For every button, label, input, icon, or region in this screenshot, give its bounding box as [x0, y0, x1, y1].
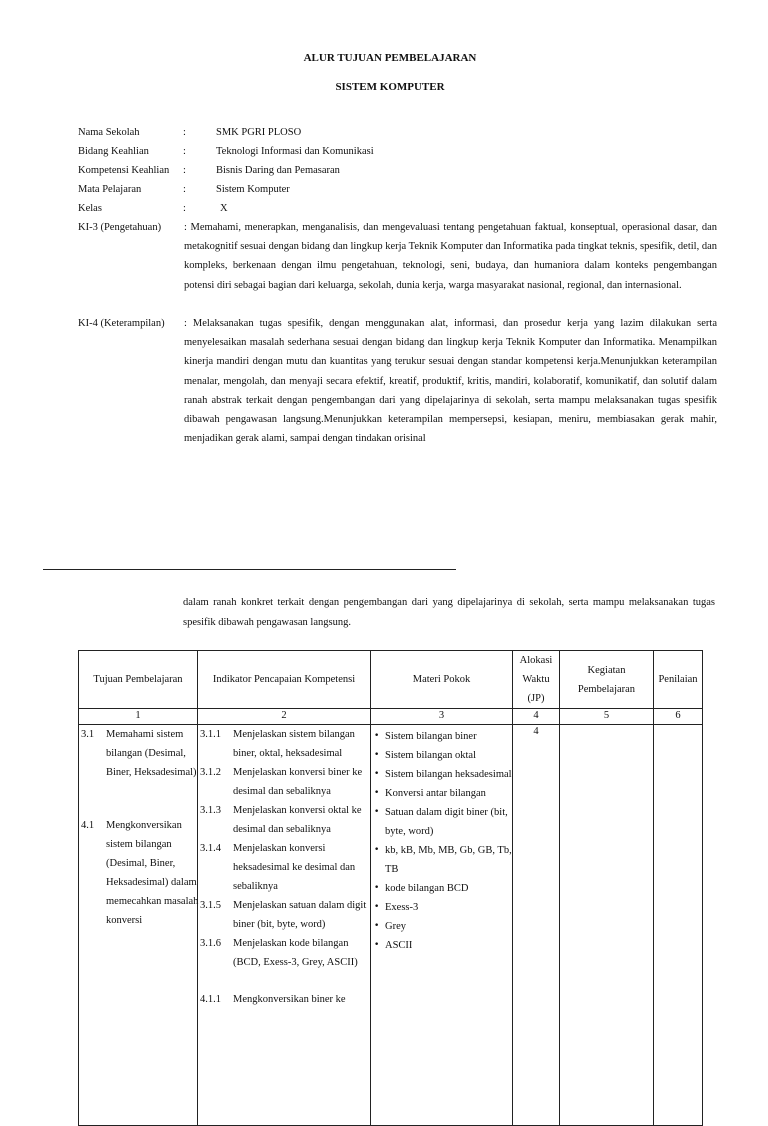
- column-number: 5: [560, 709, 654, 725]
- column-number: 3: [371, 709, 513, 725]
- column-number: 6: [654, 709, 703, 725]
- info-value: Bisnis Daring dan Pemasaran: [216, 165, 340, 176]
- tujuan-text: Memahami sistem bilangan (Desimal, Biner, Heksadesimal): [106, 729, 197, 778]
- info-label: Kompetensi Keahlian: [78, 165, 170, 176]
- alokasi-cell: 4: [513, 725, 560, 1126]
- column-number: 4: [513, 709, 560, 725]
- header-penilaian: Penilaian: [654, 651, 703, 709]
- indikator-text: Menjelaskan konversi oktal ke desimal dan sebaliknya: [233, 805, 362, 835]
- indikator-text: Menjelaskan kode bilangan (BCD, Exess-3, Grey, ASCII): [233, 938, 358, 968]
- indikator-text: Menjelaskan konversi biner ke desimal dan sebaliknya: [233, 767, 363, 797]
- tujuan-number: 3.1: [81, 729, 95, 740]
- info-label: Kelas: [78, 203, 102, 214]
- header-kegiatan: Kegiatan Pembelajaran: [560, 651, 654, 709]
- indikator-text: Menjelaskan sistem bilangan biner, oktal, heksadesimal: [233, 729, 355, 759]
- info-colon: :: [183, 203, 186, 214]
- info-value: X: [220, 203, 228, 214]
- list-item: • Satuan dalam digit biner (bit, byte, word): [371, 803, 513, 841]
- header-tujuan: Tujuan Pembelajaran: [79, 651, 198, 709]
- list-item: • Exess-3: [371, 898, 513, 917]
- info-label: Mata Pelajaran: [78, 184, 142, 195]
- tujuan-cell: [79, 725, 198, 1126]
- ki4-continuation: dalam ranah konkret terkait dengan pengembangan dari yang dipelajarinya di sekolah, serta mampu melaksanakan tugas spesifik dibawah pengawasan langsung.: [183, 597, 715, 628]
- document-subtitle: SISTEM KOMPUTER: [335, 81, 445, 93]
- info-colon: :: [183, 146, 186, 157]
- indikator-number: 4.1.1: [200, 994, 221, 1005]
- indikator-number: 3.1.6: [200, 938, 221, 949]
- list-item: • Grey: [371, 917, 513, 936]
- document-title: ALUR TUJUAN PEMBELAJARAN: [303, 52, 477, 64]
- ki4-text: : Melaksanakan tugas spesifik, dengan menggunakan alat, informasi, dan prosedur kerja yang lazim dilakukan serta menyelesaikan masalah sederhana sesuai dengan bidang dan lingkup kerja Teknik Komputer dan Informatika. Menampilkan kinerja mandiri dengan mutu dan kuantitas yang terukur sesuai dengan standar kompetensi kerja.Menunjukkan keterampilan menalar, mengolah, dan menyaji secara efektif, kreatif, produktif, kritis, mandiri, kolaboratif, komunikatif, dan solutif dalam ranah abstrak terkait dengan pengembangan dari yang dipelajarinya di sekolah, serta mampu melaksanakan tugas spesifik dibawah pengawasan langsung.Menunjukkan keterampilan mempersepsi, kesiapan, meniru, membiasakan gerak mahir, menjadikan gerak alami, sampai dengan tindakan orisinal: [184, 318, 717, 445]
- header-indikator: Indikator Pencapaian Kompetensi: [198, 651, 371, 709]
- indikator-text: Mengkonversikan biner ke: [233, 994, 346, 1005]
- info-label: Bidang Keahlian: [78, 146, 149, 157]
- indikator-number: 3.1.1: [200, 729, 221, 740]
- column-number: 2: [198, 709, 371, 725]
- info-colon: :: [183, 165, 186, 176]
- indikator-number: 3.1.2: [200, 767, 221, 778]
- indikator-number: 3.1.3: [200, 805, 221, 816]
- list-item: • ASCII: [371, 936, 513, 955]
- list-item: • Sistem bilangan heksadesimal: [371, 765, 513, 784]
- indikator-cell: [198, 725, 371, 1126]
- info-label: Nama Sekolah: [78, 127, 140, 138]
- info-value: Sistem Komputer: [216, 184, 290, 195]
- table-header-row: [79, 651, 703, 709]
- table-row: [79, 725, 703, 1126]
- indikator-text: Menjelaskan konversi heksadesimal ke desimal dan sebaliknya: [233, 843, 356, 892]
- info-value: SMK PGRI PLOSO: [216, 127, 302, 138]
- materi-cell: [371, 725, 513, 1126]
- ki3-label: KI-3 (Pengetahuan): [78, 222, 162, 233]
- list-item: • Sistem bilangan biner: [371, 727, 513, 746]
- header-materi: Materi Pokok: [371, 651, 513, 709]
- list-item: • kb, kB, Mb, MB, Gb, GB, Tb, TB: [371, 841, 513, 879]
- tujuan-text: Mengkonversikan sistem bilangan (Desimal, Biner, Heksadesimal) dalam memecahkan masalah konversi: [106, 820, 199, 926]
- info-colon: :: [183, 127, 186, 138]
- kegiatan-cell: [560, 725, 654, 1126]
- materi-list: [371, 727, 513, 955]
- page-divider: [43, 569, 456, 570]
- column-number: 1: [79, 709, 198, 725]
- indikator-number: 3.1.5: [200, 900, 221, 911]
- ki3-text: : Memahami, menerapkan, menganalisis, dan mengevaluasi tentang pengetahuan faktual, konseptual, operasional dasar, dan metakognitif sesuai dengan bidang dan lingkup kerja Teknik Komputer dan Informatika pada tingkat teknis, spesifik, detil, dan kompleks, berkenaan dengan ilmu pengetahuan, teknologi, seni, budaya, dan humaniora dalam konteks pengembangan potensi diri sebagai bagian dari keluarga, sekolah, dunia kerja, warga masyarakat nasional, regional, dan internasional.: [184, 222, 717, 291]
- info-value: Teknologi Informasi dan Komunikasi: [216, 146, 374, 157]
- list-item: • kode bilangan BCD: [371, 879, 513, 898]
- list-item: • Sistem bilangan oktal: [371, 746, 513, 765]
- ki4-label: KI-4 (Keterampilan): [78, 318, 165, 329]
- atp-table: [78, 650, 703, 1126]
- table-number-row: [79, 709, 703, 725]
- penilaian-cell: [654, 725, 703, 1126]
- indikator-number: 3.1.4: [200, 843, 221, 854]
- tujuan-number: 4.1: [81, 820, 95, 831]
- header-alokasi: Alokasi Waktu (JP): [513, 651, 560, 709]
- indikator-text: Menjelaskan satuan dalam digit biner (bit, byte, word): [233, 900, 367, 930]
- info-colon: :: [183, 184, 186, 195]
- list-item: • Konversi antar bilangan: [371, 784, 513, 803]
